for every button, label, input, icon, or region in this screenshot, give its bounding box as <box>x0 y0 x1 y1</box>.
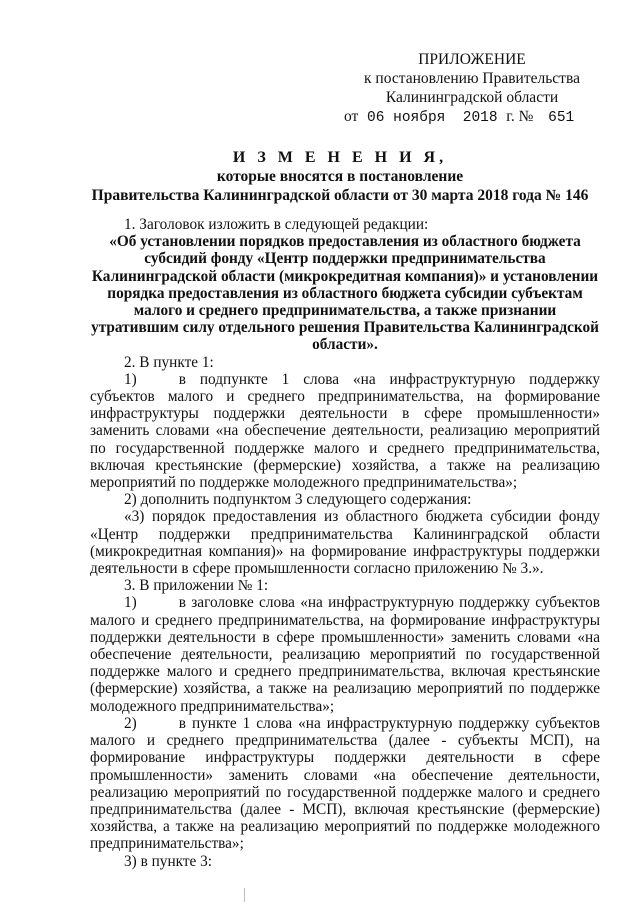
item-text: в пункте 1 слова «на инфраструктурную поддержку субъектов малого и среднего предпринимательства (далее - субъекты МСП), на формирование инфраструктуры поддержки деятельности в сфере промышленности» заменить словами «на обеспечение деятельности, реализацию мероприятий по государственной поддержке малого и среднего предпринимательства (далее - МСП), включая крестьянские (фермерские) хозяйства, а также на реализацию мероприятий по поддержке молодежного предпринимательства»; <box>90 714 600 853</box>
paragraph-3-2 <box>90 715 600 853</box>
appendix-line-2: Калининградской области <box>385 89 559 106</box>
paragraph-3-3: 3) в пункте 3: <box>124 852 213 870</box>
paragraph-2-2: 2) дополнить подпунктом 3 следующего содержания: <box>124 491 472 509</box>
date-number: 651 <box>548 110 575 126</box>
item-text: в заголовке слова «на инфраструктурную поддержку субъектов малого и среднего предпринимательства, на формирование инфраструктуры поддержки деятельности в сфере промышленности» заменить словами «на обеспечение деятельности, реализацию мероприятий по государственной поддержке малого и среднего предпринимательства, включая крестьянские (фермерские) хозяйства, а также на реализацию мероприятий по поддержке молодежного предпринимательства»; <box>90 594 600 715</box>
paragraph-1-quote: «Об установлении порядков предоставления из областного бюджета субсидий фонду «Центр поддержки предпринимательства Калининградской области (микрокредитная компания)» и установлении порядка предоставления из областного бюджета субсидии субъектам малого и среднего предпринимательства, а также признании утратившим силу отдельного решения Правительства Калининградской области». <box>91 233 599 354</box>
heading-line-3: Правительства Калининградской области от 30 марта 2018 года № 146 <box>91 187 589 204</box>
item-number: 1) <box>124 594 137 612</box>
appendix-line-1: к постановлению Правительства <box>364 70 580 87</box>
date-day: 06 <box>367 110 385 126</box>
paragraph-3: 3. В приложении № 1: <box>124 577 269 595</box>
appendix-title: ПРИЛОЖЕНИЕ <box>418 51 526 68</box>
paragraph-3-1 <box>90 594 600 714</box>
heading-title: И З М Е Н Е Н И Я, <box>232 149 448 166</box>
date-month-year: ноября 2018 <box>393 110 498 126</box>
item-number: 1) <box>124 370 137 388</box>
paragraph-2-2-quote: «3) порядок предоставления из областного бюджета субсидии фонду «Центр поддержки предпринимательства Калининградской области (микрокредитная компания)» на формирование инфраструктуры поддержки деятельности в сфере промышленности согласно приложению № 3.». <box>90 508 600 578</box>
appendix-date <box>322 107 622 128</box>
item-text: в подпункте 1 слова «на инфраструктурную поддержку субъектов малого и среднего предпринимательства, на формирование инфраструктуры поддержки деятельности в сфере промышленности» заменить словами «на обеспечение деятельности, реализацию мероприятий по государственной поддержке малого и среднего предпринимательства, включая крестьянские (фермерские) хозяйства, а также на реализацию мероприятий по поддержке молодежного предпринимательства»; <box>90 370 600 492</box>
paragraph-2: 2. В пункте 1: <box>124 353 214 371</box>
appendix-block <box>322 50 622 128</box>
date-number-label: г. № <box>506 108 534 125</box>
item-number: 2) <box>124 714 137 732</box>
document-body <box>90 216 600 870</box>
document-heading <box>60 148 620 205</box>
date-prefix: от <box>344 108 359 125</box>
paragraph-1: 1. Заголовок изложить в следующей редакции: <box>124 216 429 233</box>
paragraph-2-1 <box>90 371 600 491</box>
heading-line-2: которые вносятся в постановление <box>216 168 464 185</box>
scan-mark <box>244 888 249 902</box>
